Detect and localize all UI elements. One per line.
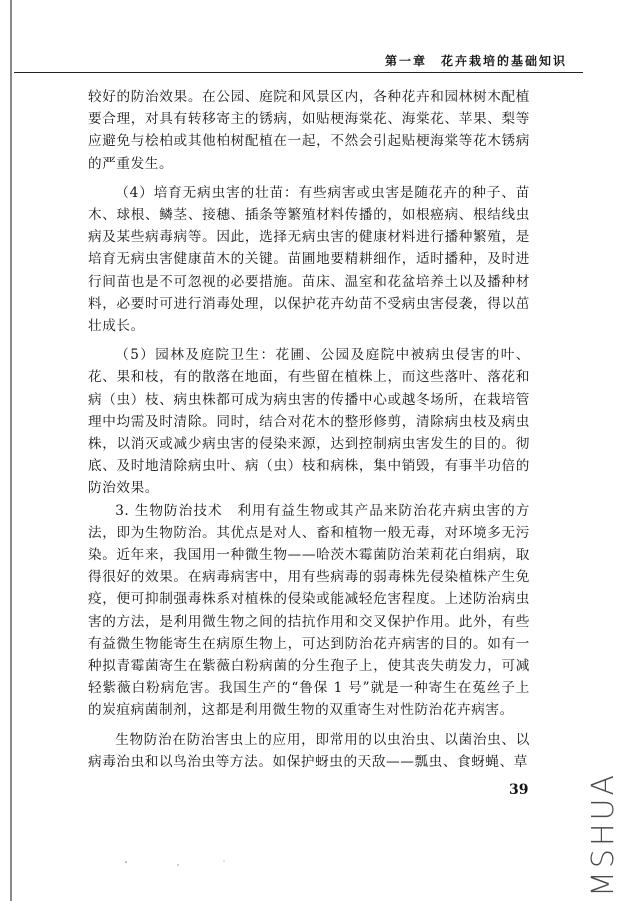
- paragraph-healthy-seedlings: （4）培育无病虫害的壮苗：有些病害或虫害是随花卉的种子、苗木、球根、鳞茎、接穗、插条等繁殖材料传播的，如根癌病、根结线虫病及某些病毒病等。因此，选择无病虫害的健康材料进行播种繁殖，是培育无病虫害健康苗木的关键。苗圃地要精耕细作，适时播种，及时进行间苗也是不可忽视的必要措施。苗床、温室和花盆培养土以及播种材料，必要时可进行消毒处理，以保护花卉幼苗不受病虫害侵袭，得以茁壮成长。: [88, 184, 530, 335]
- scan-speckle: [120, 858, 240, 868]
- paragraph-biological-control: 3. 生物防治技术 利用有益生物或其产品来防治花卉病虫害的方法，即为生物防治。其优点是对人、畜和植物一般无毒，对环境多无污染。近年来，我国用一种微生物——哈茨木霉菌防治茉莉花白绢病，取得很好的效果。在病毒病害中，用有些病毒的弱毒株先侵染植株产生免疫，便可抑制强毒株系对植株的侵染或能减轻危害程度。上述防治病虫害的方法，是利用微生物之间的拮抗作用和交叉保护作用。此外，有些有益微生物能寄生在病原生物上，可达到防治花卉病害的目的。如有一种拟青霉菌寄生在紫薇白粉病菌的分生孢子上，使其丧失萌发力，可减轻紫薇白粉病危害。我国生产的“鲁保 1 号”就是一种寄生在菟丝子上的炭疽病菌制剂，这都是利用微生物的双重寄生对性防治花卉病害。: [88, 502, 530, 719]
- paragraph-garden-sanitation: （5）园林及庭院卫生：花圃、公园及庭院中被病虫侵害的叶、花、果和枝，有的散落在地面，有些留在植株上，而这些落叶、落花和病（虫）枝、病虫株都可成为病虫害的传播中心或越冬场所，在栽培管理中均需及时清除。同时，结合对花木的整形修剪，清除病虫枝及病虫株，以消灭或减少病虫害的侵染来源，达到控制病虫害发生的目的。彻底、及时地清除病虫叶、病（虫）枝和病株，集中销毁，有事半功倍的防治效果。: [88, 347, 530, 497]
- page-number: 39: [509, 782, 529, 798]
- body-text: [88, 86, 530, 773]
- scan-edge-line: [10, 0, 12, 901]
- running-header: [14, 44, 583, 73]
- chapter-title: 第一章 花卉栽培的基础知识: [384, 54, 567, 68]
- paragraph-continued: 较好的防治效果。在公园、庭院和风景区内，各种花卉和园林树木配植要合理，对具有转移寄主的锈病，如贴梗海棠花、海棠花、苹果、梨等应避免与桧柏或其他柏树配植在一起，不然会引起贴梗海棠等花木锈病的严重发生。: [88, 89, 530, 172]
- watermark-text: MSHUA: [586, 772, 621, 897]
- paragraph-pest-control: 生物防治在防治害虫上的应用，即常用的以虫治虫、以菌治虫、以病毒治虫和以鸟治虫等方法。如保护蚜虫的天敌——瓢虫、食蚜蝇、草: [88, 731, 530, 770]
